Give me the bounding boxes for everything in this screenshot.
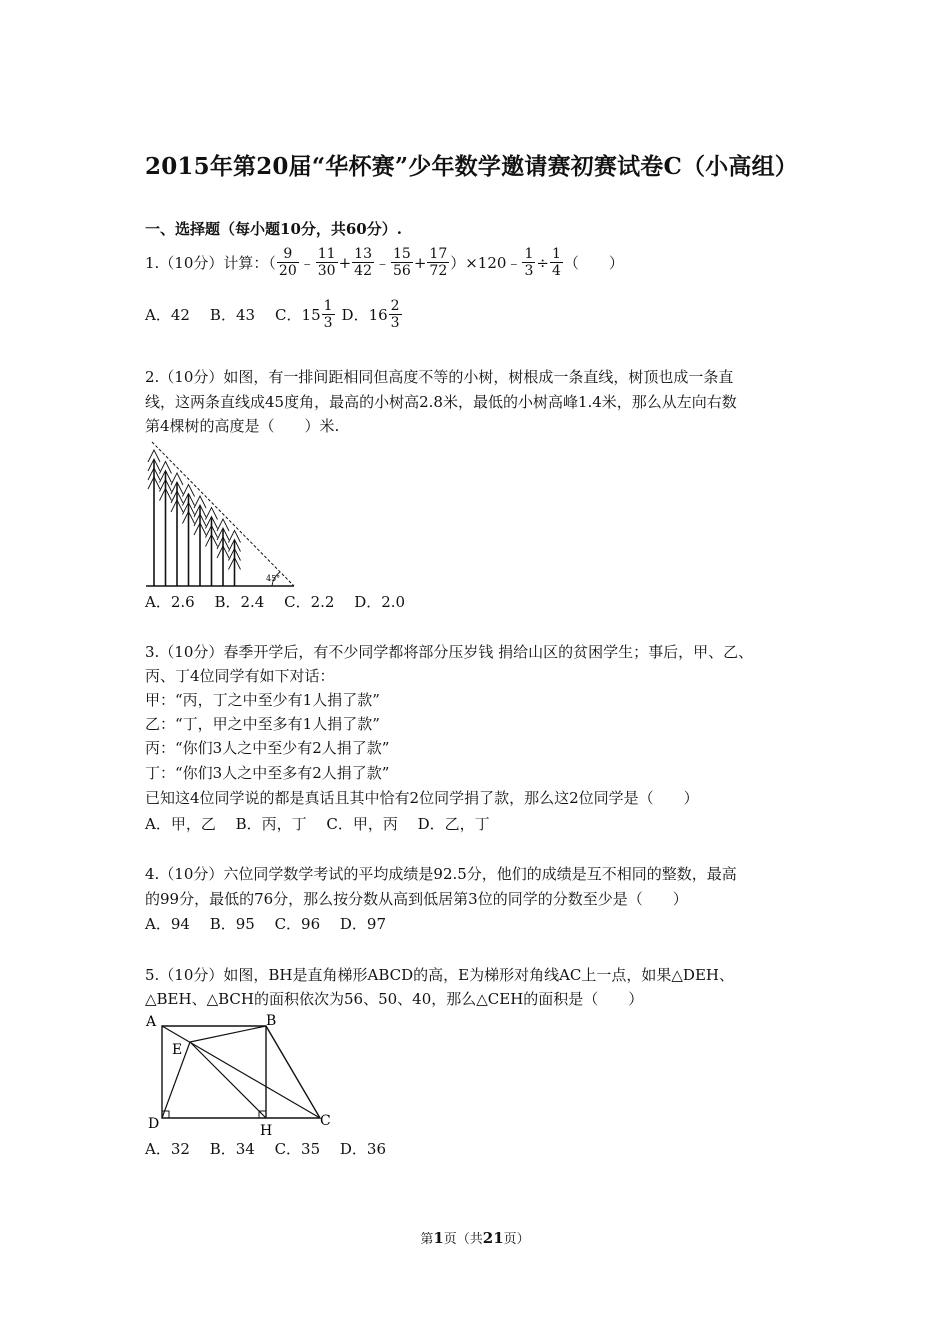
q3-line-4: 乙：“丁，甲之中至多有1人捐了款”	[145, 715, 380, 733]
tree	[183, 485, 195, 587]
tree	[171, 473, 183, 586]
operator: ÷	[536, 253, 549, 272]
q3-line-5: 丙：“你们3人之中至少有2人捐了款”	[145, 739, 390, 757]
answer-blank: （ ）	[563, 253, 624, 272]
q4-line-1: 4.（10分）六位同学数学考试的平均成绩是92.5分，他们的成绩是互不相同的整数，最高	[145, 865, 737, 883]
q3-line-6: 丁：“你们3人之中至多有2人捐了款”	[145, 764, 390, 782]
diagonal-ac	[162, 1026, 320, 1118]
fraction: $\frac{9}{20}$	[278, 246, 297, 279]
label-h: H	[260, 1123, 273, 1139]
fraction: $\frac{1}{4}$	[551, 246, 561, 279]
q1-prefix: 1.（10分）计算：（	[145, 253, 276, 272]
label-e: E	[172, 1042, 183, 1058]
label-d: D	[148, 1116, 160, 1132]
page-number: 1	[433, 1229, 444, 1247]
q2-line-3: 第4棵树的高度是（ ）米.	[145, 417, 340, 435]
option-b: B．43	[209, 305, 256, 324]
question-1	[145, 246, 624, 279]
tree	[206, 508, 218, 587]
tree	[194, 496, 206, 586]
q3-line-2: 丙、丁4位同学有如下对话：	[145, 667, 335, 685]
operator: +	[413, 253, 427, 272]
q4-line-2: 的99分，最低的76分，那么按分数从高到低居第3位的同学的分数至少是（ ）	[145, 890, 688, 908]
page-total: 21	[482, 1229, 504, 1247]
page-title: 2015年第20届“华杯赛”少年数学邀请赛初赛试卷C（小高组）	[145, 153, 798, 180]
fraction: $\frac{15}{56}$	[393, 246, 411, 279]
trapezoid-figure	[140, 1008, 340, 1143]
tree	[160, 462, 172, 587]
fraction: $\frac{13}{42}$	[354, 246, 372, 279]
page-footer: 第1页（共21页）	[420, 1229, 530, 1247]
tree	[217, 519, 229, 586]
fraction: $\frac{11}{30}$	[317, 246, 336, 279]
q2-line-1: 2.（10分）如图，有一排间距相同但高度不等的小树，树根成一条直线，树顶也成一条直	[145, 368, 734, 386]
label-b: B	[266, 1013, 277, 1029]
q2-options: A．2.6 B．2.4 C．2.2 D．2.0	[145, 593, 406, 611]
fraction: $\frac{17}{72}$	[429, 246, 448, 279]
tree	[229, 531, 241, 587]
operator: +	[338, 253, 352, 272]
operator: ﹣	[374, 253, 390, 272]
angle-label: 45°	[266, 574, 281, 583]
q3-line-3: 甲：“丙，丁之中至少有1人捐了款”	[145, 691, 380, 709]
option-a: A．42	[145, 305, 190, 324]
q5-line-2: △BEH、△BCH的面积依次为56、50、40，那么△CEH的面积是（ ）	[145, 990, 644, 1008]
label-c: C	[320, 1113, 331, 1129]
q2-line-2: 线，这两条直线成45度角，最高的小树高2.8米，最低的小树高峰1.4米，那么从左向右数	[145, 393, 737, 411]
q1-options	[145, 298, 403, 331]
q5-options: A．32 B．34 C．35 D．36	[145, 1140, 387, 1158]
q5-line-1: 5.（10分）如图，BH是直角梯形ABCD的高，E为梯形对角线AC上一点，如果△DEH、	[145, 966, 734, 984]
segment-eb	[190, 1026, 266, 1042]
section-heading: 一、选择题（每小题10分，共60分）.	[145, 220, 402, 238]
fraction: $\frac{1}{3}$	[524, 246, 534, 279]
tree	[148, 450, 160, 586]
q3-options: A．甲，乙 B．丙，丁 C．甲，丙 D．乙，丁	[145, 815, 490, 833]
q1-mid: ）×120﹣	[450, 253, 522, 272]
q3-line-7: 已知这4位同学说的都是真话且其中恰有2位同学捐了款，那么这2位同学是（ ）	[145, 789, 699, 807]
operator: ﹣	[299, 253, 315, 272]
option-c: C．15 $\frac{1}{3}$	[275, 298, 333, 331]
q4-options: A．94 B．95 C．96 D．97	[145, 915, 387, 933]
q3-line-1: 3.（10分）春季开学后，有不少同学都将部分压岁钱 捐给山区的贫困学生；事后，甲、乙、	[145, 643, 754, 661]
tree-figure	[140, 438, 300, 590]
option-d: D．16 $\frac{2}{3}$	[341, 298, 400, 331]
label-a: A	[146, 1014, 157, 1030]
